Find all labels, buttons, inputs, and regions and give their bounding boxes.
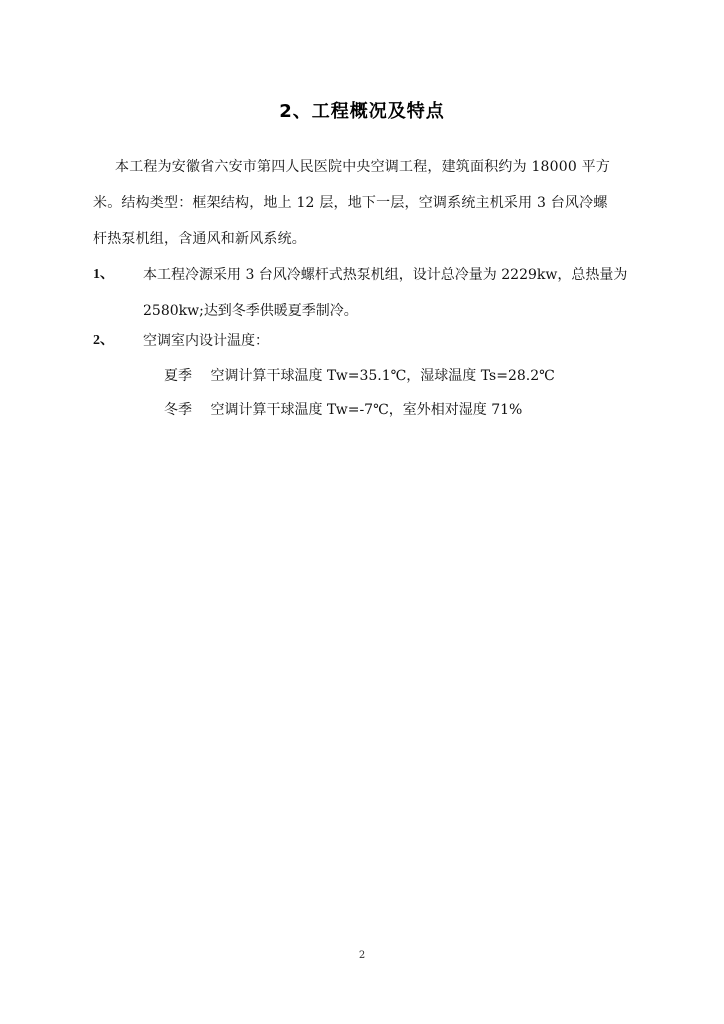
intro-line: 杆热泵机组，含通风和新风系统。 [93, 231, 306, 247]
page-number: 2 [358, 950, 366, 961]
list-item-number: 1、 [93, 267, 114, 282]
winter-condition [164, 392, 522, 428]
condition-text: 空调计算干球温度 Tw=-7℃，室外相对湿度 71% [210, 402, 523, 418]
condition-text: 空调计算干球温度 Tw=35.1℃，湿球温度 Ts=28.2℃ [210, 368, 555, 384]
section-title: 2、工程概况及特点 [279, 101, 445, 122]
list-item-line: 2580kw;达到冬季供暖夏季制冷。 [143, 303, 358, 319]
intro-line: 本工程为安徽省六安市第四人民医院中央空调工程，建筑面积约为 18000 平方 [115, 159, 611, 175]
list-item-line: 本工程冷源采用 3 台风冷螺杆式热泵机组，设计总冷量为 2229kw，总热量为 [143, 267, 628, 283]
season-label: 冬季 [164, 402, 192, 418]
summer-condition [164, 358, 555, 394]
intro-paragraph [93, 149, 638, 257]
list-item-number: 2、 [93, 333, 114, 348]
intro-line: 米。结构类型：框架结构，地上 12 层，地下一层，空调系统主机采用 3 台风冷螺 [93, 195, 608, 211]
season-label: 夏季 [164, 368, 192, 384]
list-item-body [143, 323, 663, 359]
list-item-line: 空调室内设计温度： [143, 333, 269, 349]
list-item-body [143, 257, 663, 329]
